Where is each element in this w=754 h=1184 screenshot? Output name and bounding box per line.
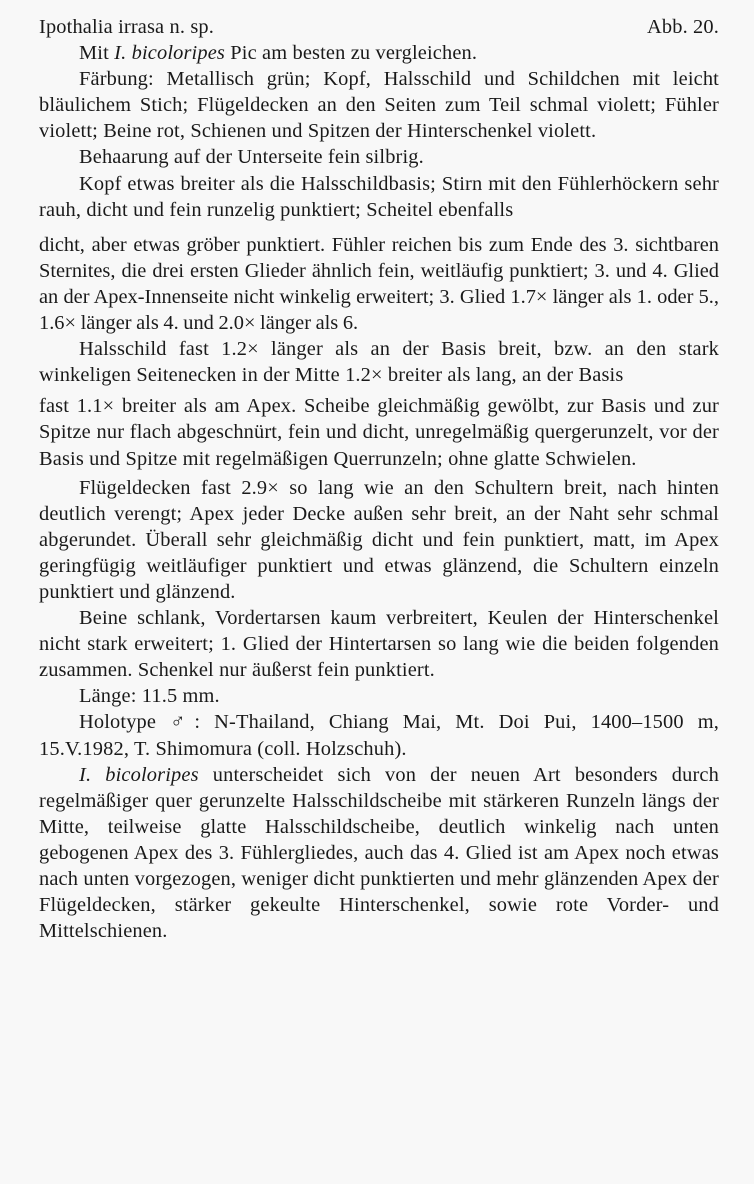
head-paragraph: Kopf etwas breiter als die Halsschildbasis; Stirn mit den Fühlerhöckern sehr rauh, dicht und fein runzelig punktiert; Scheitel ebenfalls [39,172,719,221]
comparison-pre: Mit [79,42,115,65]
holotype-paragraph: Holotype ♂: N-Thailand, Chiang Mai, Mt. Doi Pui, 1400–1500 m, 15.V.1982, T. Shimomura (coll. Holzschuh). [39,711,719,760]
elytra-paragraph: Flügeldecken fast 2.9× so lang wie an den Schultern breit, nach hinten deutlich verengt; Apex jeder Decke außen sehr breit, an der Naht sehr schmal abgerundet. Überall sehr gleichmäßig dicht und fein punktiert, matt, im Apex geringfügig weitläufiger punktiert und etwas glänzend, die Schultern einzeln punktiert und glänzend. [39,476,719,603]
pronotum-disc-paragraph: fast 1.1× breiter als am Apex. Scheibe gleichmäßig gewölbt, zur Basis und zur Spitze nur flach abgeschnürt, fein und dicht, unregelmäßig quergerunzelt, vor der Basis und Spitze mit regelmäßigen Querrunzeln; ohne glatte Schwielen. [39,395,719,470]
species-title: Ipothalia irrasa n. sp. [39,16,215,38]
legs-paragraph: Beine schlank, Vordertarsen kaum verbreitert, Keulen der Hinterschenkel nicht stark erweitert; 1. Glied der Hintertarsen so lang wie die beiden folgenden zusammen. Schenkel nur äußerst fein punktiert. [39,607,719,682]
pronotum-paragraph: Halsschild fast 1.2× länger als an der Basis breit, bzw. an den stark winkeligen Seitenecken in der Mitte 1.2× breiter als lang, an der Basis [39,338,719,387]
figure-reference: Abb. 20. [647,16,719,38]
comparison-species: I. bicoloripes [114,42,226,65]
pubescence-paragraph: Behaarung auf der Unterseite fein silbrig. [79,146,424,169]
antenna-paragraph: dicht, aber etwas gröber punktiert. Fühler reichen bis zum Ende des 3. sichtbaren Sternites, die drei ersten Glieder ähnlich fein, weitläufig punktiert; 3. und 4. Glied an der Apex-Innenseite nicht winkelig erweitert; 3. Glied 1.7× länger als 1. oder 5., 1.6× länger als 4. und 2.0× länger als 6. [39,233,719,335]
species-description [39,14,719,944]
differential-paragraph [39,762,719,945]
coloration-paragraph: Färbung: Metallisch grün; Kopf, Halsschild und Schildchen mit leicht bläulichem Stich; Flügeldecken an den Seiten zum Teil schmal violett; Fühler violett; Beine rot, Schienen und Spitzen der Hinterschenkel violett. [39,68,719,143]
header [39,14,719,40]
differential-text: unterscheidet sich von der neuen Art besonders durch regelmäßiger quer gerunzelte Halsschildscheibe mit stärkeren Runzeln längs der Mitte, teilweise glatte Halsschildscheibe, deutlich winkelig nach unten gebogenen Apex des 3. Fühlergliedes, auch das 4. Glied ist am Apex noch etwas nach unten vorgezogen, weniger dicht punktierten und mehr glänzenden Apex der Flügeldecken, stärker gekeulte Hinterschenkel, sowie rote Vorder- und Mittelschienen. [39,763,719,943]
length-paragraph: Länge: 11.5 mm. [79,685,220,708]
comparison-paragraph [39,40,719,66]
differential-species: I. bicoloripes [79,763,199,786]
comparison-post: Pic am besten zu vergleichen. [225,42,478,65]
